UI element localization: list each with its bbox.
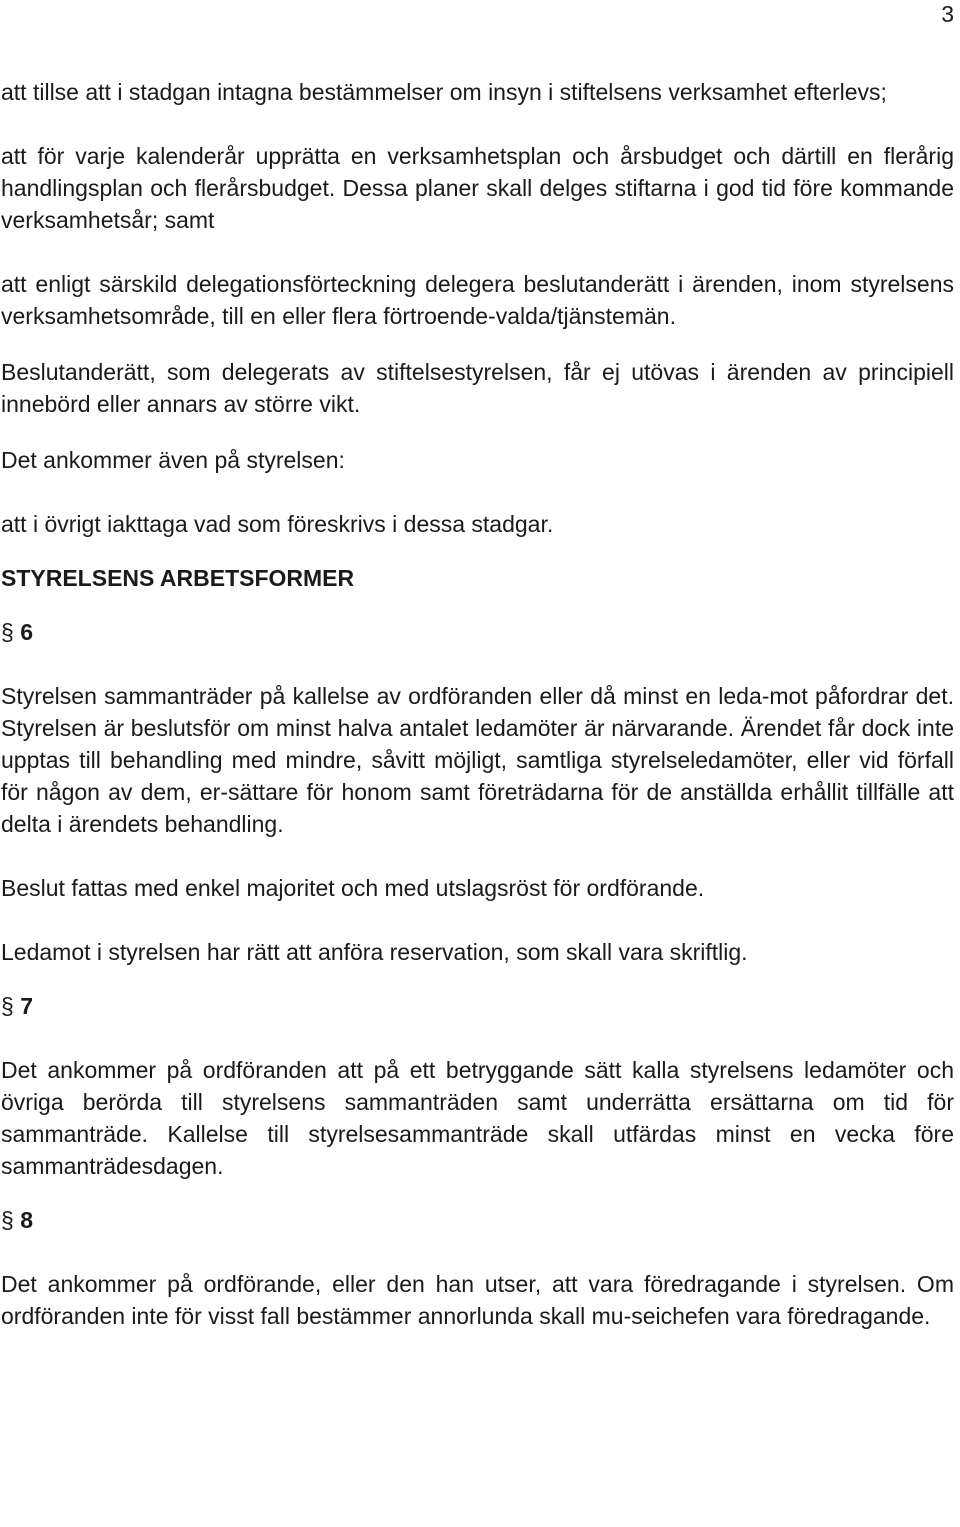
paragraph-delegation: att enligt särskild delegationsförteckning delegera beslutanderätt i ärenden, inom styrelsens verksamhetsområde, till en eller flera förtroende-valda/tjänstemän. xyxy=(1,271,954,329)
section-heading: STYRELSENS ARBETSFORMER xyxy=(1,565,355,591)
paragraph-foredragande: Det ankommer på ordförande, eller den han utser, att vara föredragande i styrelsen. Om ordföranden inte för visst fall bestämmer annorlunda skall mu-seichefen vara föredragande. xyxy=(1,1271,954,1329)
section-number: 6 xyxy=(20,619,33,645)
paragraph-insyn: att tillse att i stadgan intagna bestämmelser om insyn i stiftelsens verksamhet efterlevs; xyxy=(1,79,887,105)
document-body xyxy=(1,76,954,1332)
section-number: 7 xyxy=(20,993,33,1019)
section-sign: § xyxy=(1,619,14,645)
section-8-number xyxy=(1,1204,954,1236)
paragraph-beslut: Beslut fattas med enkel majoritet och med utslagsröst för ordförande. xyxy=(1,875,705,901)
paragraph-kallelse: Det ankommer på ordföranden att på ett betryggande sätt kalla styrelsens ledamöter och övriga berörda till styrelsens sammanträden samt underrätta ersättarna om tid för sammanträde. Kallelse till styrelsesammanträde skall utfärdas minst en vecka före sammanträdesdagen. xyxy=(1,1057,954,1179)
section-number: 8 xyxy=(20,1207,33,1233)
paragraph-reservation: Ledamot i styrelsen har rätt att anföra reservation, som skall vara skriftlig. xyxy=(1,939,748,965)
paragraph-verksamhetsplan: att för varje kalenderår upprätta en verksamhetsplan och årsbudget och därtill en flerårig handlingsplan och flerårsbudget. Dessa planer skall delges stiftarna i god tid före kommande verksamhetsår; samt xyxy=(1,143,954,233)
paragraph-sammantrader: Styrelsen sammanträder på kallelse av ordföranden eller då minst en leda-mot påfordrar det. Styrelsen är beslutsför om minst halva antalet ledamöter är närvarande. Ärendet får dock inte upptas till behandling med mindre, såvitt möjligt, samtliga styrelseledamöter, eller vid förfall för någon av dem, er-sättare för honom samt företrädarna för de anställda erhållit tillfälle att delta i ärendets behandling. xyxy=(1,683,954,837)
section-6-number xyxy=(1,616,954,648)
paragraph-det-ankommer: Det ankommer även på styrelsen: xyxy=(1,447,345,473)
paragraph-beslutanderatt: Beslutanderätt, som delegerats av stiftelsestyrelsen, får ej utövas i ärenden av principiell innebörd eller annars av större vikt. xyxy=(1,359,954,417)
section-sign: § xyxy=(1,1207,14,1233)
page-number: 3 xyxy=(941,1,954,27)
section-7-number xyxy=(1,990,954,1022)
paragraph-ovrigt: att i övrigt iakttaga vad som föreskrivs i dessa stadgar. xyxy=(1,511,554,537)
section-sign: § xyxy=(1,993,14,1019)
